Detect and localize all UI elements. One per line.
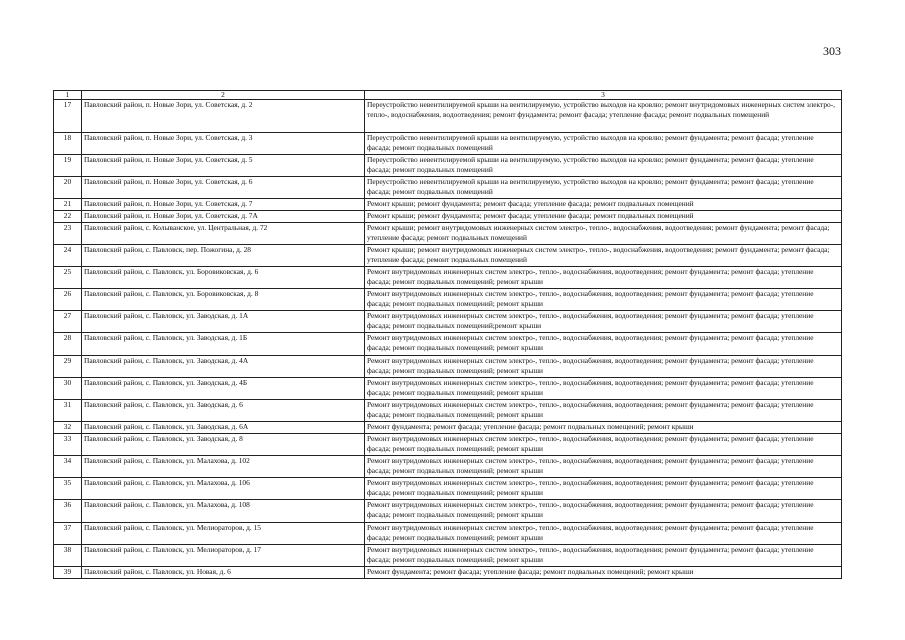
address-cell: Павловский район, с. Павловск, ул. Заводская, д. 6А [82,422,365,434]
address-cell: Павловский район, с. Павловск, ул. Заводская, д. 4Б [82,377,365,399]
address-cell: Павловский район, с. Павловск, ул. Малахова, д. 106 [82,478,365,500]
address-cell: Павловский район, с. Павловск, ул. Заводская, д. 6 [82,400,365,422]
works-cell: Ремонт крыши; ремонт внутридомовых инженерных систем электро-, тепло-, водоснабжения, водоотведения; ремонт фундамента; ремонт фасада; утепление фасада; ремонт подвальных помещений [365,222,842,244]
table-body [54,100,842,579]
address-cell: Павловский район, с. Павловск, ул. Новая, д. 6 [82,566,365,578]
address-cell: Павловский район, с. Павловск, ул. Малахова, д. 102 [82,456,365,478]
row-number-cell: 19 [54,154,82,176]
table-row [54,154,842,176]
address-cell: Павловский район, с. Павловск, ул. Боровиковская, д. 6 [82,266,365,288]
works-cell: Ремонт крыши; ремонт внутридомовых инженерных систем электро-, тепло-, водоснабжения, водоотведения; ремонт фундамента; ремонт фасада; утепление фасада; ремонт подвальных помещений [365,244,842,266]
repair-works-table [53,90,842,579]
table-row [54,100,842,133]
address-cell: Павловский район, п. Новые Зори, ул. Советская, д. 7 [82,199,365,211]
works-cell: Ремонт внутридомовых инженерных систем электро-, тепло-, водоснабжения, водоотведения; ремонт фундамента; ремонт фасада; утепление фасада; ремонт подвальных помещений; ремонт крыши [365,333,842,355]
address-cell: Павловский район, с. Павловск, ул. Мелиораторов, д. 17 [82,544,365,566]
row-number-cell: 27 [54,311,82,333]
table-row [54,333,842,355]
row-number-cell: 26 [54,289,82,311]
row-number-cell: 29 [54,355,82,377]
address-cell: Павловский район, с. Павловск, ул. Заводская, д. 4А [82,355,365,377]
page-number: 303 [823,44,841,58]
table-row [54,566,842,578]
table-row [54,478,842,500]
works-cell: Ремонт внутридомовых инженерных систем электро-, тепло-, водоснабжения, водоотведения; ремонт фундамента; ремонт фасада; утепление фасада; ремонт подвальных помещений; ремонт крыши [365,522,842,544]
table-row [54,433,842,455]
works-cell: Ремонт крыши; ремонт фундамента; ремонт фасада; утепление фасада; ремонт подвальных помещений [365,210,842,222]
address-cell: Павловский район, п. Новые Зори, ул. Советская, д. 5 [82,154,365,176]
works-cell: Ремонт крыши; ремонт фундамента; ремонт фасада; утепление фасада; ремонт подвальных помещений [365,199,842,211]
table-row [54,377,842,399]
table-row [54,266,842,288]
works-cell: Ремонт внутридомовых инженерных систем электро-, тепло-, водоснабжения, водоотведения; ремонт фундамента; ремонт фасада; утепление фасада; ремонт подвальных помещений; ремонт крыши [365,266,842,288]
works-cell: Переустройство невентилируемой крыши на вентилируемую, устройство выходов на кровлю; ремонт фундамента; ремонт фасада; утепление фасада; ремонт подвальных помещений [365,132,842,154]
table-row [54,222,842,244]
works-cell: Переустройство невентилируемой крыши на вентилируемую, устройство выходов на кровлю; ремонт внутридомовых инженерных систем электро-, тепло-, водоснабжения, водоотведения; ремонт фундамента; ремонт фасада; утепление фасада; ремонт подвальных помещений [365,100,842,133]
address-cell: Павловский район, п. Новые Зори, ул. Советская, д. 2 [82,100,365,133]
address-cell: Павловский район, п. Новые Зори, ул. Советская, д. 6 [82,177,365,199]
row-number-cell: 30 [54,377,82,399]
row-number-cell: 20 [54,177,82,199]
works-cell: Ремонт фундамента; ремонт фасада; утепление фасада; ремонт подвальных помещений; ремонт крыши [365,566,842,578]
works-cell: Ремонт внутридомовых инженерных систем электро-, тепло-, водоснабжения, водоотведения; ремонт фундамента; ремонт фасада; утепление фасада; ремонт подвальных помещений; ремонт крыши [365,478,842,500]
row-number-cell: 24 [54,244,82,266]
address-cell: Павловский район, с. Колыванское, ул. Центральная, д. 72 [82,222,365,244]
row-number-cell: 25 [54,266,82,288]
row-number-cell: 39 [54,566,82,578]
table-row [54,522,842,544]
table-row [54,456,842,478]
works-cell: Переустройство невентилируемой крыши на вентилируемую, устройство выходов на кровлю; ремонт фундамента; ремонт фасада; утепление фасада; ремонт подвальных помещений [365,177,842,199]
column-header-2: 2 [82,91,365,100]
works-cell: Ремонт внутридомовых инженерных систем электро-, тепло-, водоснабжения, водоотведения; ремонт фундамента; ремонт фасада; утепление фасада; ремонт подвальных помещений; ремонт крыши [365,355,842,377]
address-cell: Павловский район, с. Павловск, ул. Мелиораторов, д. 15 [82,522,365,544]
row-number-cell: 28 [54,333,82,355]
table-row [54,500,842,522]
row-number-cell: 33 [54,433,82,455]
row-number-cell: 35 [54,478,82,500]
row-number-cell: 18 [54,132,82,154]
header-row [54,91,842,100]
works-cell: Ремонт внутридомовых инженерных систем электро-, тепло-, водоснабжения, водоотведения; ремонт фундамента; ремонт фасада; утепление фасада; ремонт подвальных помещений; ремонт крыши [365,456,842,478]
table-header [54,91,842,100]
table-row [54,132,842,154]
table-row [54,311,842,333]
works-cell: Ремонт внутридомовых инженерных систем электро-, тепло-, водоснабжения, водоотведения; ремонт фундамента; ремонт фасада; утепление фасада; ремонт подвальных помещений; ремонт крыши [365,400,842,422]
works-cell: Ремонт внутридомовых инженерных систем электро-, тепло-, водоснабжения, водоотведения; ремонт фундамента; ремонт фасада; утепление фасада; ремонт подвальных помещений; ремонт крыши [365,500,842,522]
table-row [54,210,842,222]
address-cell: Павловский район, с. Павловск, пер. Пожогина, д. 28 [82,244,365,266]
table-row [54,177,842,199]
works-cell: Ремонт внутридомовых инженерных систем электро-, тепло-, водоснабжения, водоотведения; ремонт фундамента; ремонт фасада; утепление фасада; ремонт подвальных помещений; ремонт крыши [365,377,842,399]
table-row [54,544,842,566]
address-cell: Павловский район, с. Павловск, ул. Заводская, д. 1А [82,311,365,333]
address-cell: Павловский район, с. Павловск, ул. Заводская, д. 1Б [82,333,365,355]
table-row [54,355,842,377]
table-row [54,422,842,434]
address-cell: Павловский район, п. Новые Зори, ул. Советская, д. 3 [82,132,365,154]
column-header-1: 1 [54,91,82,100]
address-cell: Павловский район, с. Павловск, ул. Малахова, д. 108 [82,500,365,522]
row-number-cell: 37 [54,522,82,544]
address-cell: Павловский район, п. Новые Зори, ул. Советская, д. 7А [82,210,365,222]
works-cell: Ремонт внутридомовых инженерных систем электро-, тепло-, водоснабжения, водоотведения; ремонт фундамента; ремонт фасада; утепление фасада; ремонт подвальных помещений; ремонт крыши [365,544,842,566]
row-number-cell: 34 [54,456,82,478]
table-row [54,244,842,266]
works-cell: Ремонт внутридомовых инженерных систем электро-, тепло-, водоснабжения, водоотведения; ремонт фундамента; ремонт фасада; утепление фасада; ремонт подвальных помещений; ремонт крыши [365,433,842,455]
works-cell: Ремонт внутридомовых инженерных систем электро-, тепло-, водоснабжения, водоотведения; ремонт фундамента; ремонт фасада; утепление фасада; ремонт подвальных помещений; ремонт крыши [365,289,842,311]
row-number-cell: 21 [54,199,82,211]
row-number-cell: 17 [54,100,82,133]
row-number-cell: 23 [54,222,82,244]
row-number-cell: 32 [54,422,82,434]
column-header-3: 3 [365,91,842,100]
row-number-cell: 22 [54,210,82,222]
table-row [54,289,842,311]
works-cell: Ремонт внутридомовых инженерных систем электро-, тепло-, водоснабжения, водоотведения; ремонт фундамента; ремонт фасада; утепление фасада; ремонт подвальных помещений;ремонт крыши [365,311,842,333]
table-row [54,199,842,211]
works-cell: Переустройство невентилируемой крыши на вентилируемую, устройство выходов на кровлю; ремонт фундамента; ремонт фасада; утепление фасада; ремонт подвальных помещений [365,154,842,176]
row-number-cell: 38 [54,544,82,566]
address-cell: Павловский район, с. Павловск, ул. Боровиковская, д. 8 [82,289,365,311]
table-row [54,400,842,422]
row-number-cell: 31 [54,400,82,422]
row-number-cell: 36 [54,500,82,522]
address-cell: Павловский район, с. Павловск, ул. Заводская, д. 8 [82,433,365,455]
works-cell: Ремонт фундамента; ремонт фасада; утепление фасада; ремонт подвальных помещений; ремонт крыши [365,422,842,434]
